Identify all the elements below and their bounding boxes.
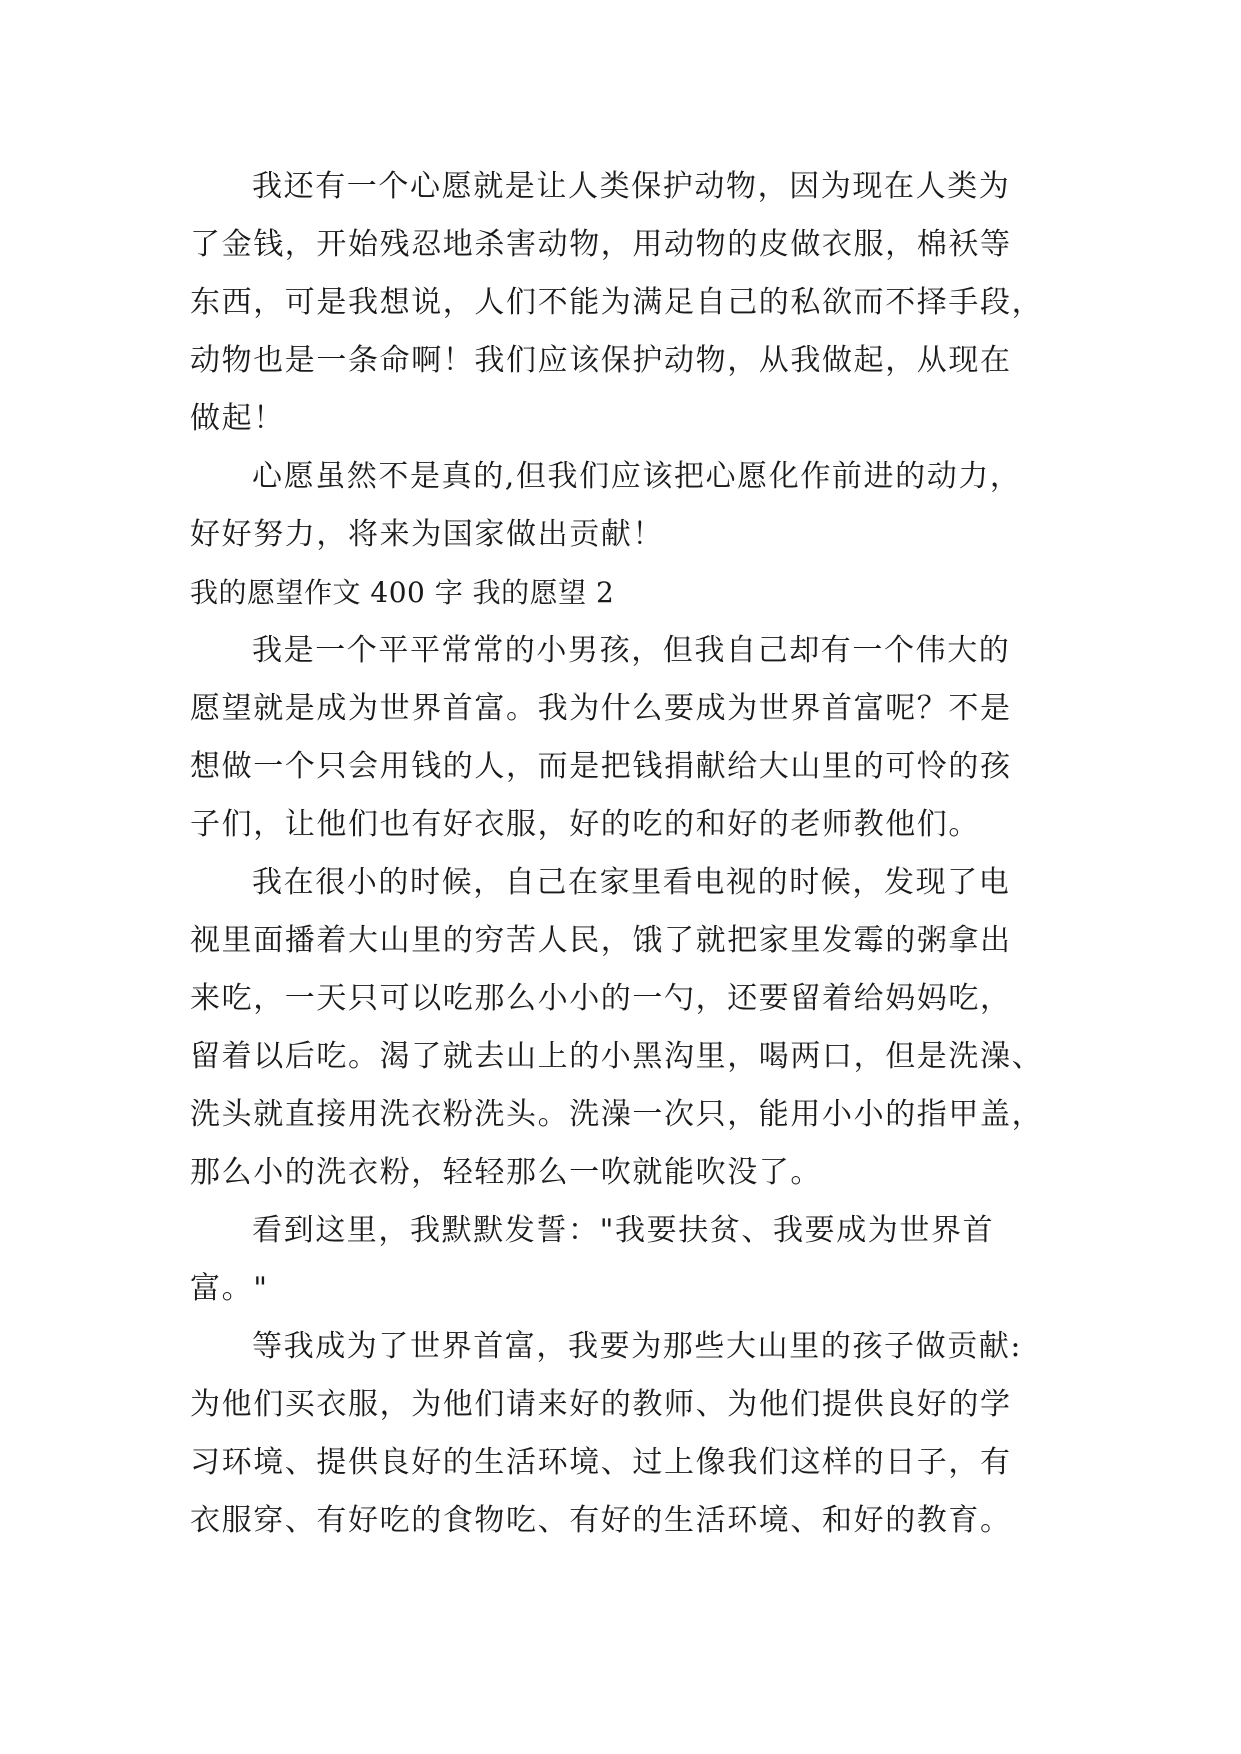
paragraph-tv-memory <box>190 854 1070 1202</box>
text-line: 我在很小的时候，自己在家里看电视的时候，发现了电 <box>252 865 1011 900</box>
text-line: 那么小的洗衣粉，轻轻那么一吹就能吹没了。 <box>190 1155 822 1190</box>
text-line: 看到这里，我默默发誓："我要扶贫、我要成为世界首 <box>252 1213 995 1248</box>
text-line: 洗头就直接用洗衣粉洗头。洗澡一次只，能用小小的指甲盖， <box>190 1097 1044 1132</box>
text-line: 我是一个平平常常的小男孩，但我自己却有一个伟大的 <box>252 633 1011 668</box>
paragraph-vow <box>190 1202 1070 1318</box>
paragraph-richest-wish <box>190 622 1070 854</box>
text-line: 心愿虽然不是真的,但我们应该把心愿化作前进的动力， <box>252 459 1022 494</box>
document-body <box>190 158 1070 1550</box>
text-line: 留着以后吃。渴了就去山上的小黑沟里，喝两口，但是洗澡、 <box>190 1039 1044 1074</box>
text-line: 了金钱，开始残忍地杀害动物，用动物的皮做衣服，棉袄等 <box>190 227 1012 262</box>
paragraph-wish-motivation <box>190 448 1070 564</box>
text-line: 来吃，一天只可以吃那么小小的一勺，还要留着给妈妈吃， <box>190 981 1012 1016</box>
text-line: 愿望就是成为世界首富。我为什么要成为世界首富呢？不是 <box>190 691 1012 726</box>
paragraph-protect-animals <box>190 158 1070 448</box>
text-line: 视里面播着大山里的穷苦人民，饿了就把家里发霉的粥拿出 <box>190 923 1012 958</box>
text-line: 为他们买衣服，为他们请来好的教师、为他们提供良好的学 <box>190 1387 1012 1422</box>
section-heading: 我的愿望作文 400 字 我的愿望 2 <box>190 576 615 609</box>
text-line: 想做一个只会用钱的人，而是把钱捐献给大山里的可怜的孩 <box>190 749 1012 784</box>
paragraph-contribution <box>190 1318 1070 1550</box>
text-line: 我还有一个心愿就是让人类保护动物，因为现在人类为 <box>252 169 1011 204</box>
text-line: 等我成为了世界首富，我要为那些大山里的孩子做贡献: <box>252 1329 1023 1364</box>
text-line: 做起！ <box>190 401 285 436</box>
text-line: 富。" <box>190 1271 269 1306</box>
text-line: 东西，可是我想说，人们不能为满足自己的私欲而不择手段， <box>190 285 1044 320</box>
text-line: 习环境、提供良好的生活环境、过上像我们这样的日子，有 <box>190 1445 1012 1480</box>
text-line: 好好努力，将来为国家做出贡献！ <box>190 517 664 552</box>
text-line: 动物也是一条命啊！我们应该保护动物，从我做起，从现在 <box>190 343 1012 378</box>
text-line: 衣服穿、有好吃的食物吃、有好的生活环境、和好的教育。 <box>190 1503 1012 1538</box>
text-line: 子们，让他们也有好衣服，好的吃的和好的老师教他们。 <box>190 807 980 842</box>
